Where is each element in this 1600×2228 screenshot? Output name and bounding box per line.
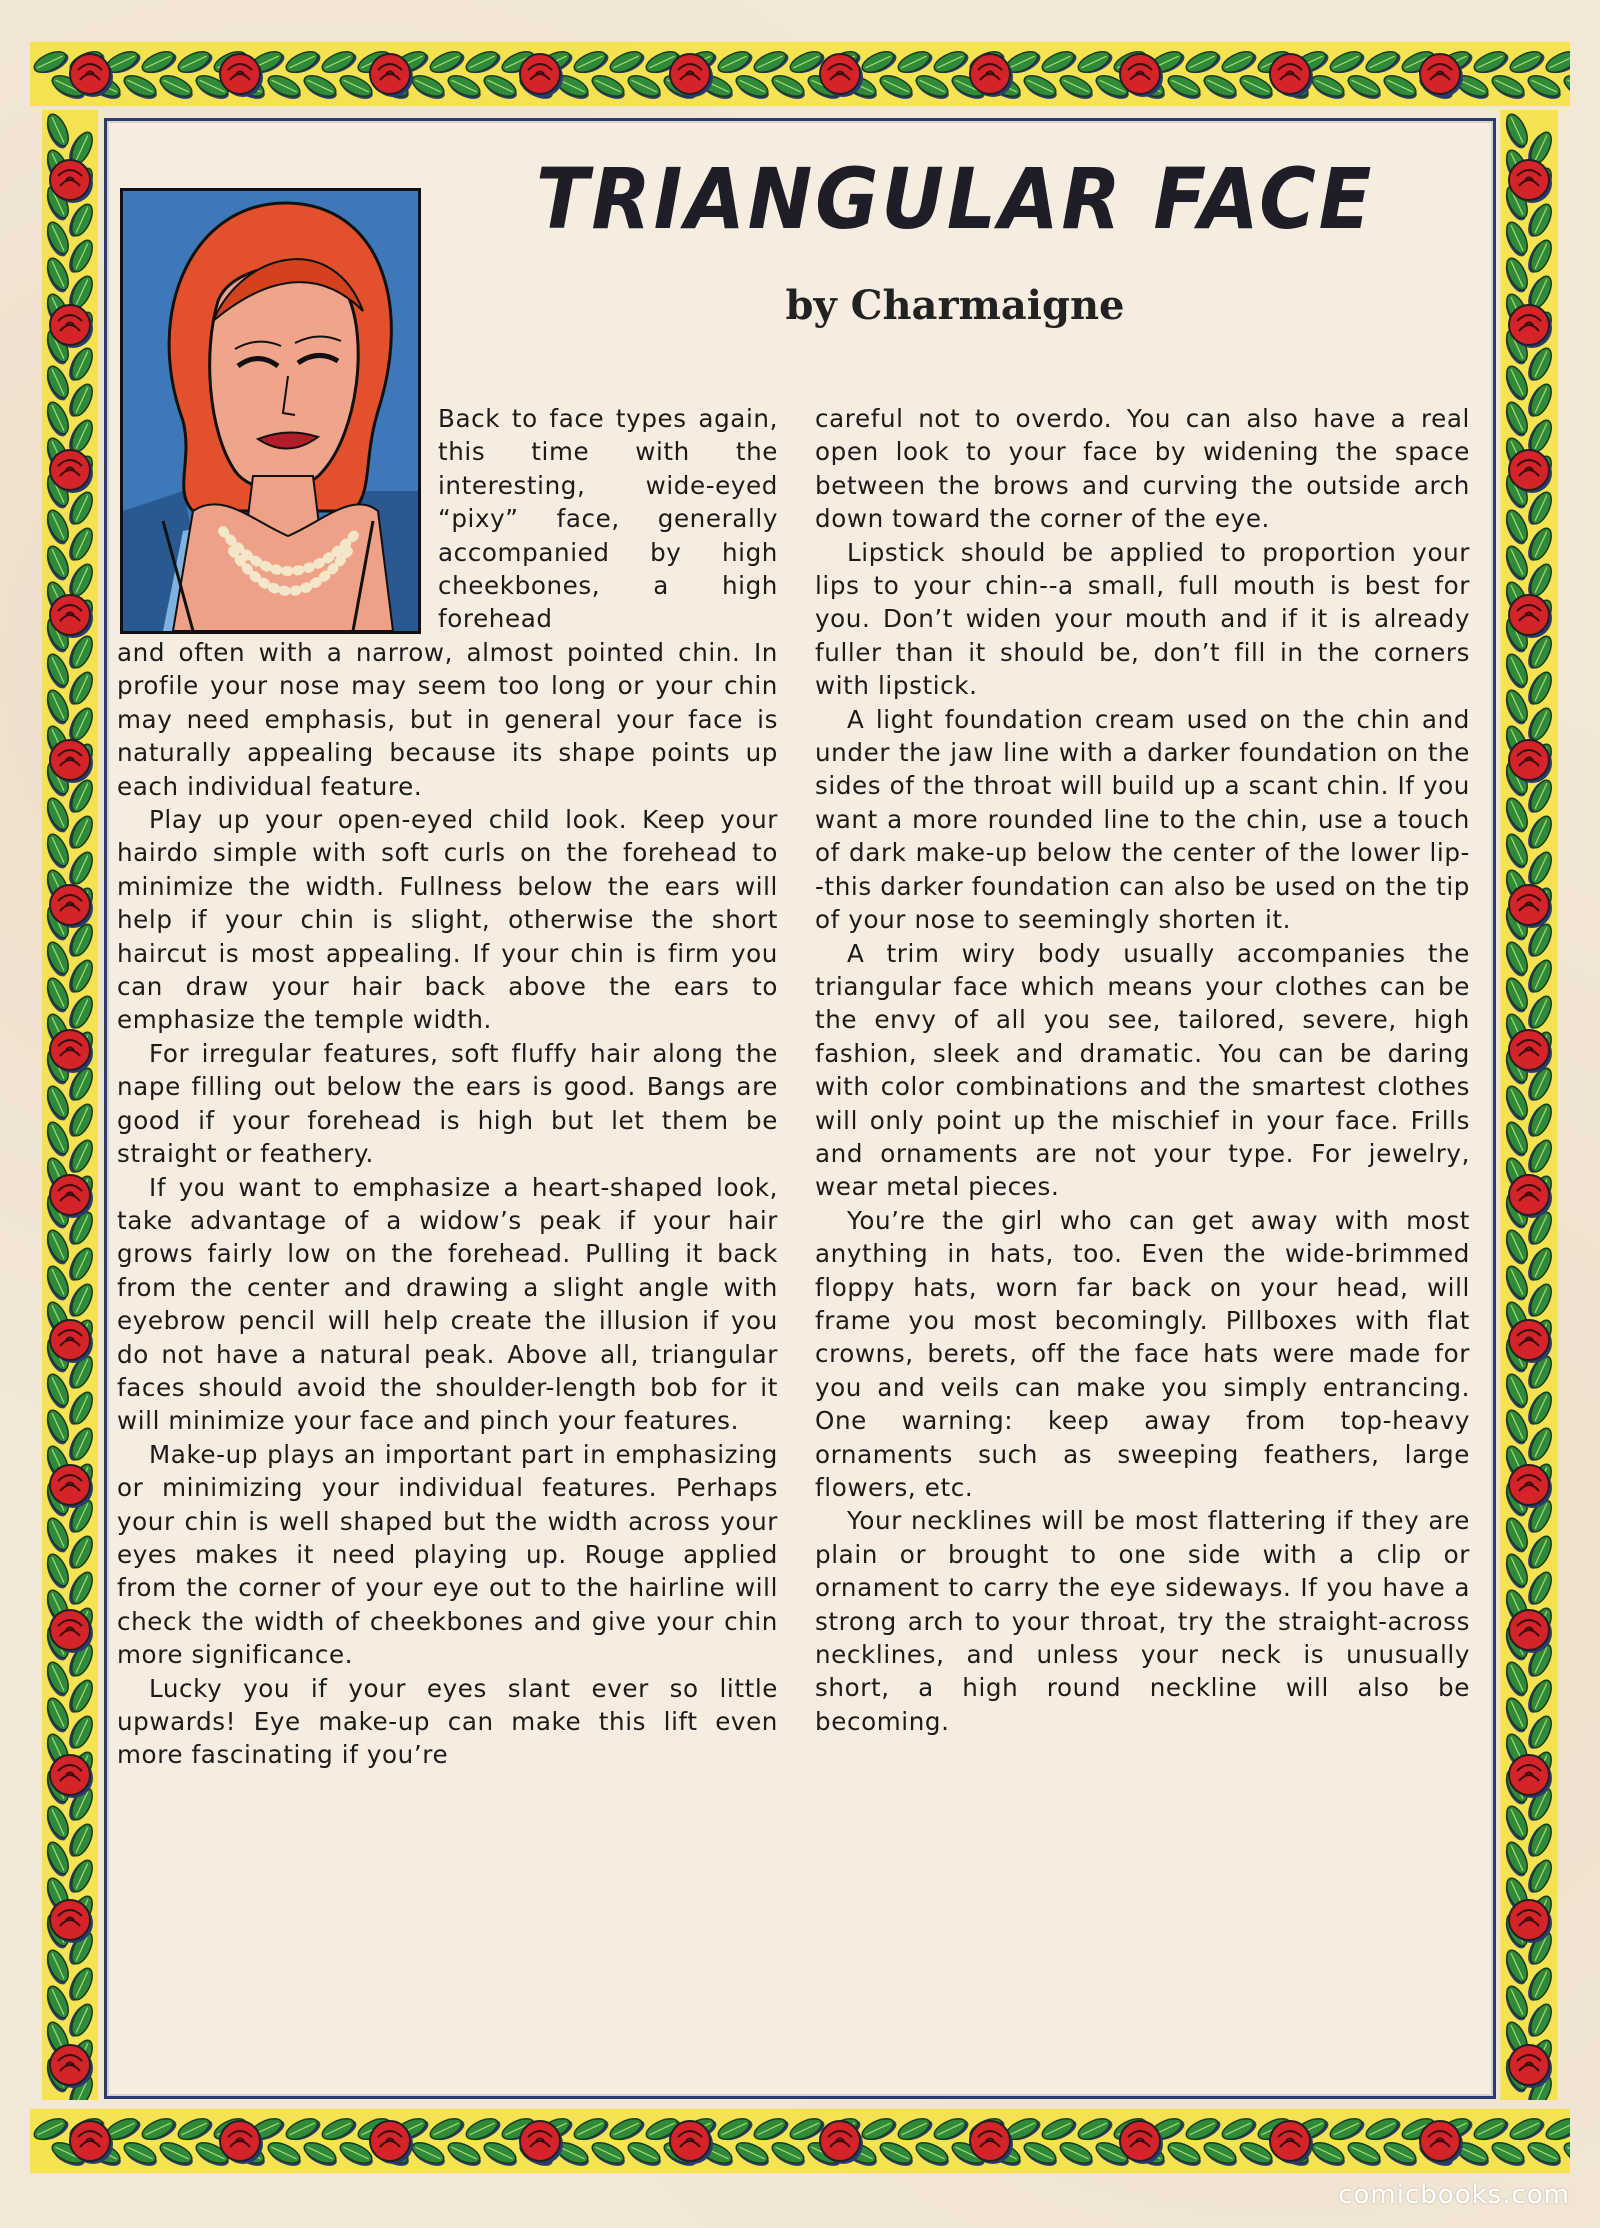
paragraph-continued: careful not to overdo. You can also have a real open look to your face by widening the space between the brows and curving the outside arch down toward the corner of the eye. — [815, 404, 1470, 534]
floral-border-left — [30, 110, 110, 2100]
paragraph: If you want to emphasize a heart-shaped look, take advantage of a widow’s peak if your hair grows fairly low on the forehead. Pulling it back from the center and drawing a slight angle with eyebrow pencil will help create the illusion if you do not have a natural peak. Above all, triangular faces should avoid the shoulder-length bob for it will minimize your face and pinch your features. — [117, 1172, 778, 1436]
paragraph: Your necklines will be most flattering if they are plain or brought to one side with a clip or ornament to carry the eye sideways. If you have a strong arch to your throat, try the straight-across necklines, and unless your neck is unusually short, a high round neckline will also be becoming. — [815, 1506, 1470, 1736]
intro-paragraph-start: Back to face types again, this time with the interesting, wide-eyed “pixy” face, generally accompanied by high cheekbones, a high forehead — [438, 404, 778, 634]
paragraph: Play up your open-eyed child look. Keep your hairdo simple with soft curls on the forehead to minimize the width. Fullness below the ears will help if your chin is slight, otherwise the short haircut is most appealing. If your chin is firm you can draw your hair back above the ears to emphasize the temple width. — [117, 805, 778, 1035]
article-title: TRIANGULAR FACE — [535, 150, 1375, 248]
floral-border-bottom — [30, 2095, 1570, 2187]
article-byline: by Charmaigne — [785, 282, 1125, 329]
paragraph: Lipstick should be applied to proportion your lips to your chin--a small, full mouth is best for you. Don’t widen your mouth and if it is already fuller than it should be, don’t fill in the corners with lipstick. — [815, 537, 1470, 701]
intro-paragraph-continued: and often with a narrow, almost pointed chin. In profile your nose may seem too long or your chin may need emphasis, but in general your face is naturally appealing because its shape points up each individual feature. — [117, 638, 778, 801]
paragraph: For irregular features, soft fluffy hair along the nape filling out below the ears is good. Bangs are good if your forehead is high but let them be straight or feathery. — [117, 1038, 778, 1169]
floral-border-right — [1488, 110, 1570, 2100]
paragraph: A trim wiry body usually accompanies the triangular face which means your clothes can be the envy of all you see, tailored, severe, high fashion, sleek and dramatic. You can be daring with color combinations and the smartest clothes will only point up the mischief in your face. Frills and ornaments are not your type. For jewelry, wear metal pieces. — [815, 938, 1470, 1202]
paragraph: Make-up plays an important part in emphasizing or minimizing your individual features. Perhaps your chin is well shaped but the width across your eyes makes it need playing up. Rouge applied from the corner of your eye out to the hairline will check the width of cheekbones and give your chin more significance. — [117, 1439, 778, 1670]
paragraph: Lucky you if your eyes slant ever so little upwards! Eye make-up can make this lift even more fascinating if you’re — [117, 1673, 778, 1770]
woman-portrait-illustration — [120, 188, 421, 634]
paragraph: A light foundation cream used on the chin and under the jaw line with a darker foundation on the sides of the throat will build up a scant chin. If you want a more rounded line to the chin, use a touch of dark make-up below the center of the lower lip--this darker foundation can also be used on the tip of your nose to seemingly shorten it. — [815, 704, 1470, 935]
left-column — [117, 636, 778, 1772]
intro-text-beside-portrait — [438, 402, 778, 636]
watermark: comicbooks.com — [1338, 2180, 1570, 2210]
floral-border-top — [30, 28, 1570, 120]
right-column — [815, 402, 1470, 1738]
paragraph: You’re the girl who can get away with most anything in hats, too. Even the wide-brimmed floppy hats, worn far back on your head, will frame you most becomingly. Pillboxes with flat crowns, berets, off the face hats were made for you and veils can make you simply entrancing. One warning: keep away from top-heavy ornaments such as sweeping feathers, large flowers, etc. — [815, 1205, 1470, 1502]
